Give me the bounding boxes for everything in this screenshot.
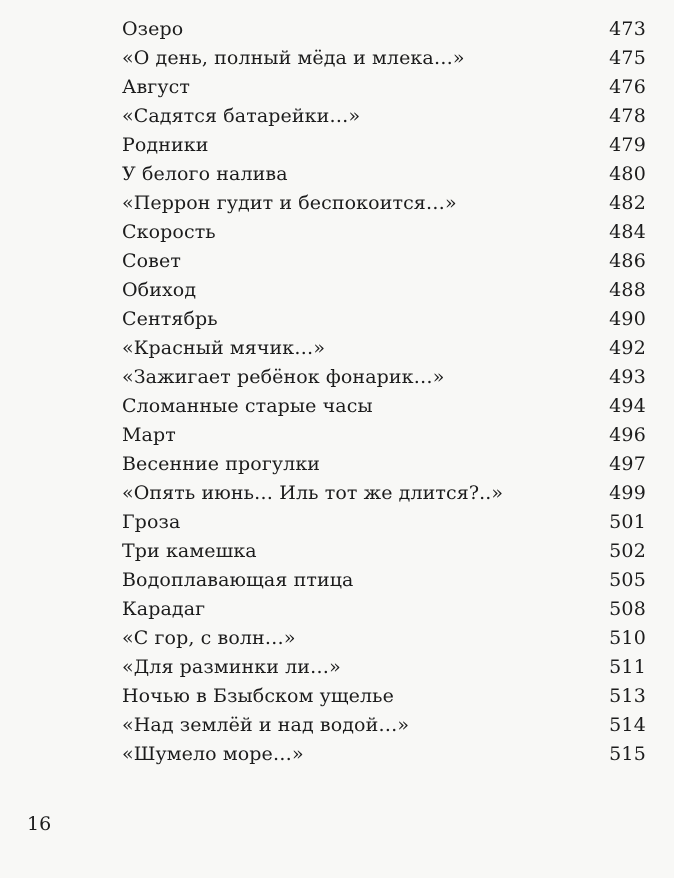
toc-entry-title: Карадаг [122,598,206,620]
toc-entry-page: 502 [609,540,646,562]
toc-entry [122,711,646,740]
toc-entry [122,682,646,711]
toc-entry-title: Август [122,76,190,98]
toc-entry-title: Март [122,424,176,446]
toc-entry-title: Весенние прогулки [122,453,321,475]
toc-entry [122,44,646,73]
toc-entry-title: Сломанные старые часы [122,395,373,417]
toc-entry [122,73,646,102]
toc-entry [122,131,646,160]
toc-entry-title: Озеро [122,18,184,40]
toc-entry-title: Водоплавающая птица [122,569,354,591]
toc-entry-title: «Садятся батарейки…» [122,105,361,127]
toc-entry-page: 473 [609,18,646,40]
toc-entry [122,363,646,392]
toc-entry [122,15,646,44]
toc-entry-title: Гроза [122,511,181,533]
toc-entry-title: Обиход [122,279,197,301]
toc-entry [122,276,646,305]
table-of-contents [122,15,646,769]
toc-entry-title: Родники [122,134,209,156]
toc-entry-title: «Опять июнь… Иль тот же длится?..» [122,482,504,504]
toc-entry-page: 508 [609,598,646,620]
toc-entry-page: 511 [609,656,646,678]
toc-entry [122,189,646,218]
toc-entry-page: 513 [609,685,646,707]
toc-entry-title: «Перрон гудит и беспокоится…» [122,192,457,214]
toc-entry-page: 514 [609,714,646,736]
toc-entry-page: 479 [609,134,646,156]
toc-entry-page: 482 [609,192,646,214]
toc-entry [122,247,646,276]
toc-entry [122,160,646,189]
toc-entry [122,537,646,566]
toc-entry-page: 476 [609,76,646,98]
toc-entry-page: 490 [609,308,646,330]
toc-entry-title: «Для разминки ли…» [122,656,341,678]
toc-entry-page: 494 [609,395,646,417]
toc-entry-page: 488 [609,279,646,301]
toc-entry-page: 486 [609,250,646,272]
toc-entry-page: 478 [609,105,646,127]
toc-entry-title: Ночью в Бзыбском ущелье [122,685,394,707]
toc-entry-page: 505 [609,569,646,591]
toc-entry [122,624,646,653]
toc-entry [122,653,646,682]
toc-entry [122,421,646,450]
toc-entry-page: 497 [609,453,646,475]
page-number: 16 [27,813,52,835]
toc-entry [122,450,646,479]
toc-entry-title: «С гор, с волн…» [122,627,296,649]
toc-entry [122,566,646,595]
toc-entry-page: 499 [609,482,646,504]
toc-entry [122,334,646,363]
toc-entry-page: 475 [609,47,646,69]
toc-entry-title: «Шумело море…» [122,743,304,765]
toc-entry [122,305,646,334]
toc-entry-title: Сентябрь [122,308,218,330]
toc-entry-page: 484 [609,221,646,243]
toc-entry-title: «О день, полный мёда и млека…» [122,47,465,69]
toc-entry-page: 496 [609,424,646,446]
toc-entry-title: «Красный мячик…» [122,337,326,359]
toc-entry [122,392,646,421]
toc-entry [122,102,646,131]
toc-entry-title: Скорость [122,221,216,243]
toc-entry [122,218,646,247]
toc-entry-title: Три камешка [122,540,257,562]
toc-entry-title: «Над землёй и над водой…» [122,714,410,736]
toc-entry [122,508,646,537]
toc-entry [122,479,646,508]
toc-entry-page: 515 [609,743,646,765]
toc-entry-title: У белого налива [122,163,288,185]
toc-entry-page: 492 [609,337,646,359]
toc-entry-page: 480 [609,163,646,185]
toc-entry-page: 501 [609,511,646,533]
toc-entry-title: «Зажигает ребёнок фонарик…» [122,366,445,388]
toc-entry [122,595,646,624]
toc-entry [122,740,646,769]
toc-entry-page: 510 [609,627,646,649]
toc-entry-title: Совет [122,250,181,272]
toc-entry-page: 493 [609,366,646,388]
